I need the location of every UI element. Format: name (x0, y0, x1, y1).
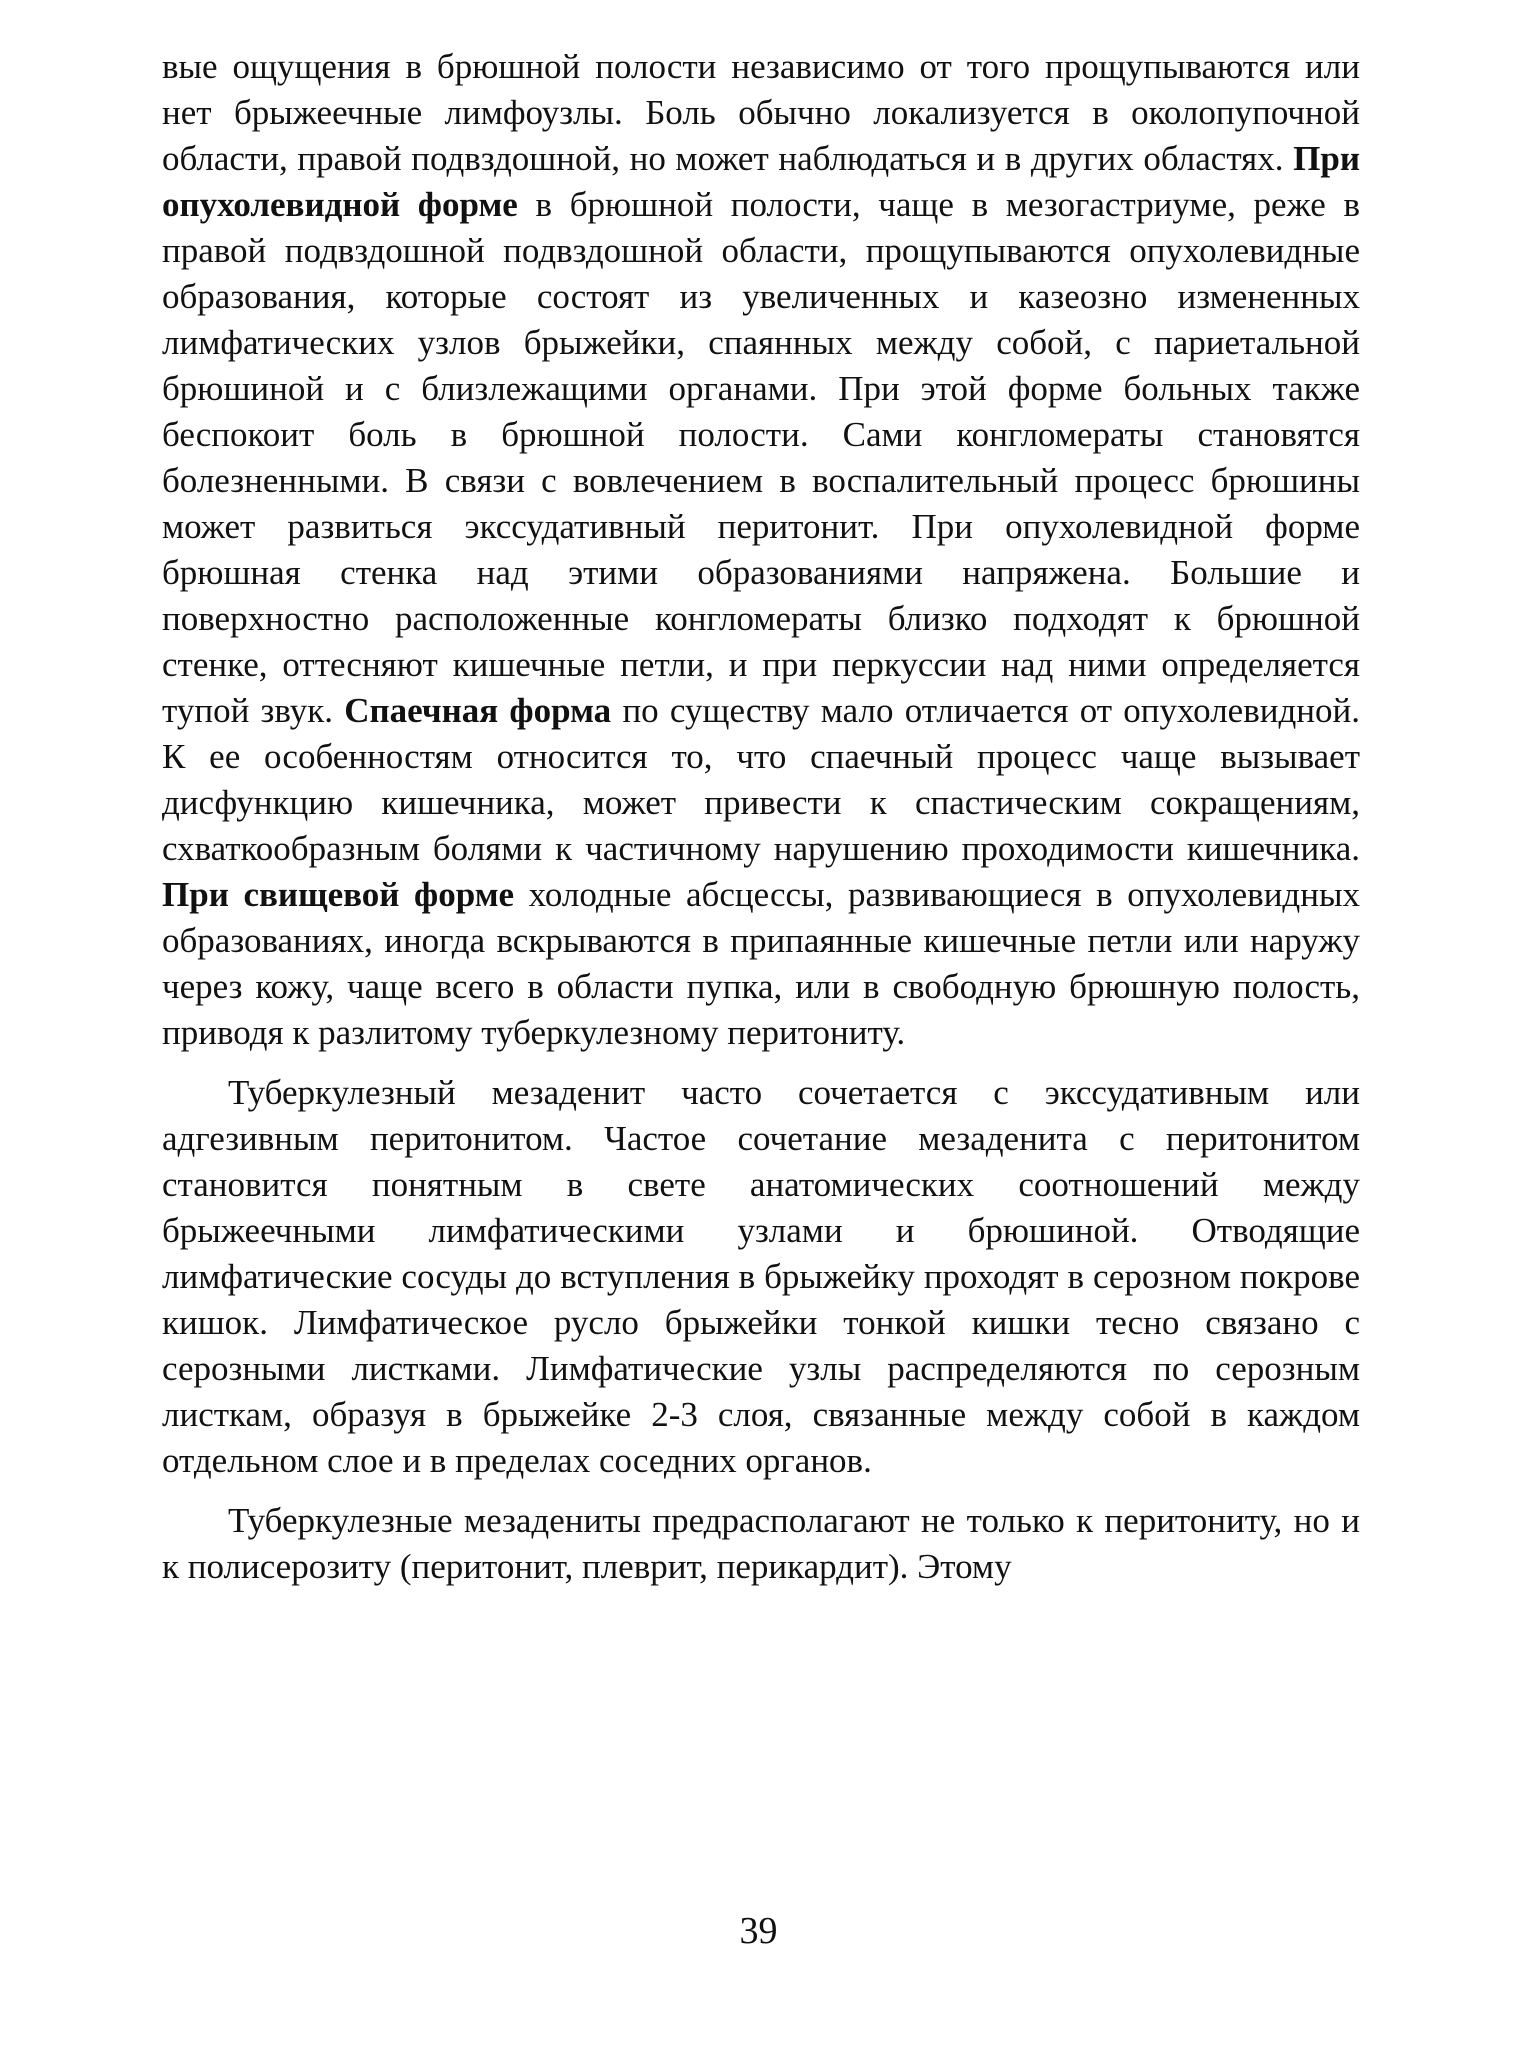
paragraph-3 (162, 1498, 1360, 1590)
paragraph-2 (162, 1070, 1360, 1484)
text-segment: Туберкулезный мезаденит часто сочетается с экссудативным или адгезивным перитонитом. Частое сочетание мезаденита с перитонитом становится понятным в свете анатомических соотношений между брыжеечными лимфатическими узлами и брюшиной. Отводящие лимфатические сосуды до вступления в брыжейку проходят в серозном покрове кишок. Лимфатическое русло брыжейки тонкой кишки тесно связано с серозными листками. Лимфатические узлы распределяются по серозным листкам, образуя в брыжейке 2-3 слоя, связанные между собой в каждом отдельном слое и в пределах соседних органов. (162, 1073, 1360, 1480)
paragraph-1 (162, 44, 1360, 1056)
text-segment: холодные абсцессы, развивающиеся в опухолевидных образованиях, иногда вскрываются в припаянные кишечные петли или наружу через кожу, чаще всего в области пупка, или в свободную брюшную полость, приводя к разлитому туберкулезному перитониту. (162, 875, 1360, 1052)
page-number: 39 (739, 1910, 778, 1952)
term-adhesive-form: Спаечная форма (344, 691, 612, 730)
term-fistulous-form: При свищевой форме (162, 875, 515, 914)
term-tumor-like-form: При опухолевидной форме (162, 139, 1360, 224)
body-text (162, 44, 1360, 1590)
text-segment: в брюшной полости, чаще в мезогастриуме, реже в правой подвздошной подвздошной области, прощупываются опухолевидные образования, которые состоят из увеличенных и казеозно измененных лимфатических узлов брыжейки, спаянных между собой, с париетальной брюшиной и с близлежащими органами. При этой форме больных также беспокоит боль в брюшной полости. Сами конгломераты становятся болезненными. В связи с вовлечением в воспалительный процесс брюшины может развиться экссудативный перитонит. При опухолевидной форме брюшная стенка над этими образованиями напряжена. Большие и поверхностно расположенные конгломераты близко подходят к брюшной стенке, оттесняют кишечные петли, и при перкуссии над ними определяется тупой звук. (162, 185, 1360, 730)
text-segment: по существу мало отличается от опухолевидной. К ее особенностям относится то, что спаечный процесс чаще вызывает дисфункцию кишечника, может привести к спастическим сокращениям, схваткообразным болями к частичному нарушению проходимости кишечника. (162, 691, 1360, 868)
text-segment: вые ощущения в брюшной полости независимо от того прощупываются или нет брыжеечные лимфоузлы. Боль обычно локализуется в околопупочной области, правой подвздошной, но может наблюдаться и в других областях. (162, 47, 1360, 178)
text-segment: Туберкулезные мезадениты предрасполагают не только к перитониту, но и к полисерозиту (перитонит, плеврит, перикардит). Этому (162, 1501, 1360, 1586)
